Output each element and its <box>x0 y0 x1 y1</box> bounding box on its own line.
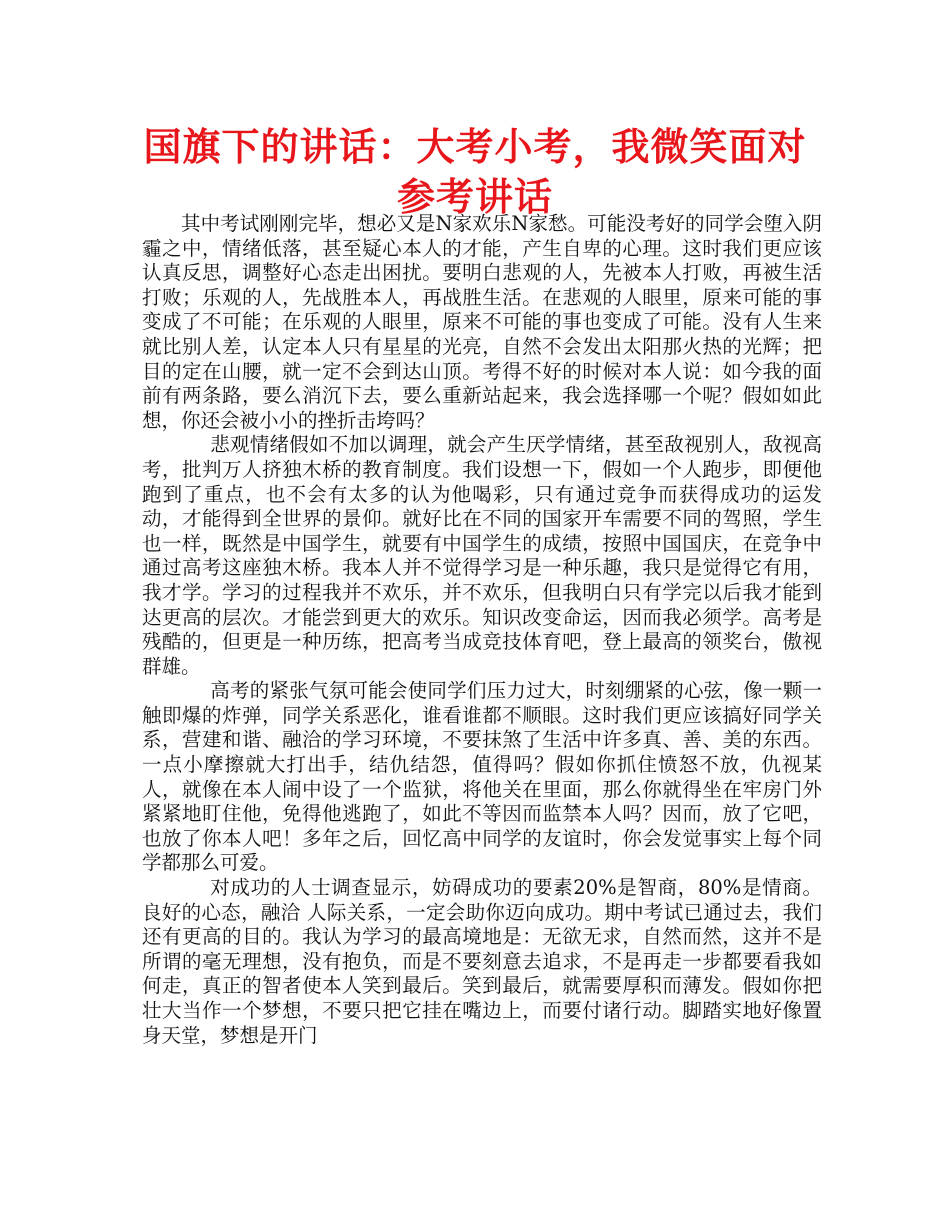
paragraph-4: 对成功的人士调查显示，妨碍成功的要素20%是智商，80%是情商。良好的心态，融洽 人际关系，一定会助你迈向成功。期中考试已通过去，我们还有更高的目的。我认为学习的最高境地是：无欲无求，自然而然，这并不是所谓的毫无理想，没有抱负，而是不要刻意去追求，不是再走一步都要看我如何走，真正的智者使本人笑到最后。笑到最后，就需要厚积而薄发。假如你把壮大当作一个梦想，不要只把它挂在嘴边上，而要付诸行动。脚踏实地好像置身天堂，梦想是开门 <box>142 876 822 1047</box>
document-title: 国旗下的讲话：大考小考，我微笑面对参考讲话 <box>143 125 807 219</box>
paragraph-3: 高考的紧张气氛可能会使同学们压力过大，时刻绷紧的心弦，像一颗一触即爆的炸弹，同学关系恶化，谁看谁都不顺眼。这时我们更应该搞好同学关系，营建和谐、融洽的学习环境，不要抹煞了生活中许多真、善、美的东西。一点小摩擦就大打出手，结仇结怨，值得吗？假如你抓住愤怒不放，仇视某人，就像在本人闹中设了一个监狱，将他关在里面，那么你就得坐在牢房门外紧紧地盯住他，免得他逃跑了，如此不等因而监禁本人吗？因而，放了它吧，也放了你本人吧！多年之后，回忆高中同学的友谊时，你会发觉事实上每个同学都那么可爱。 <box>142 679 822 875</box>
paragraph-1: 其中考试刚刚完毕，想必又是N家欢乐N家愁。可能没考好的同学会堕入阴霾之中，情绪低落，甚至疑心本人的才能，产生自卑的心理。这时我们更应该认真反思，调整好心态走出困扰。要明白悲观的人，先被本人打败，再被生活打败；乐观的人，先战胜本人，再战胜生活。在悲观的人眼里，原来可能的事变成了不可能；在乐观的人眼里，原来不可能的事也变成了可能。没有人生来就比别人差，认定本人只有星星的光亮，自然不会发出太阳那火热的光辉；把目的定在山腰，就一定不会到达山顶。考得不好的时候对本人说：如今我的面前有两条路，要么消沉下去，要么重新站起来，我会选择哪一个呢？假如如此想，你还会被小小的挫折击垮吗？ <box>142 212 822 432</box>
paragraph-2: 悲观情绪假如不加以调理，就会产生厌学情绪，甚至敌视别人，敌视高考，批判万人挤独木桥的教育制度。我们设想一下，假如一个人跑步，即便他跑到了重点，也不会有太多的认为他喝彩，只有通过竞争而获得成功的运发动，才能得到全世界的景仰。就好比在不同的国家开车需要不同的驾照，学生也一样，既然是中国学生，就要有中国学生的成绩，按照中国国庆，在竞争中通过高考这座独木桥。我本人并不觉得学习是一种乐趣，我只是觉得它有用，我才学。学习的过程我并不欢乐，并不欢乐，但我明白只有学完以后我才能到达更高的层次。才能尝到更大的欢乐。知识改变命运，因而我必须学。高考是残酷的，但更是一种历练，把高考当成竞技体育吧，登上最高的领奖台，傲视群雄。 <box>142 433 822 678</box>
document-body <box>142 212 822 1048</box>
